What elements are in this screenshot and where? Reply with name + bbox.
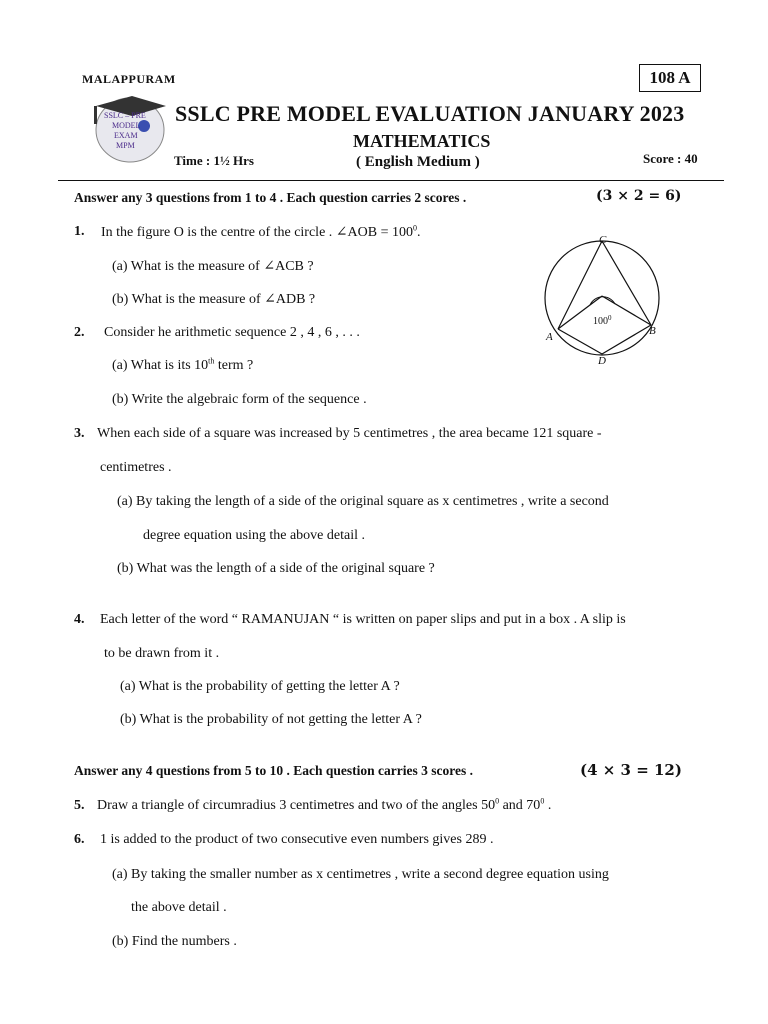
exam-logo — [92, 92, 168, 164]
logo-text-line-2: MODEL — [112, 121, 141, 130]
label-a: A — [546, 331, 553, 343]
label-b: B — [649, 325, 656, 337]
q4-line2: to be drawn from it . — [104, 646, 220, 661]
q2-part-b: (b) Write the algebraic form of the sequence . — [112, 392, 367, 407]
q6-number: 6. — [74, 832, 85, 847]
q3-number: 3. — [74, 426, 85, 441]
chord-cb — [602, 241, 651, 325]
section2-marks: (4 × 3 = 12) — [580, 761, 682, 779]
label-c: C — [599, 234, 607, 246]
section2-instruction: Answer any 4 questions from 5 to 10 . Each question carries 3 scores . — [74, 763, 473, 778]
q6-part-a-line1: (a) By taking the smaller number as x centimetres , write a second degree equation using — [112, 867, 609, 882]
q4-part-a: (a) What is the probability of getting the letter A ? — [120, 679, 400, 694]
q2-text: Consider he arithmetic sequence 2 , 4 , 6 , . . . — [104, 325, 360, 340]
logo-text-line-4: MPM — [116, 141, 135, 150]
q5-text: Draw a triangle of circumradius 3 centimetres and two of the angles $50^0$ and $70^0$ . — [97, 796, 552, 813]
paper-code-box: 108 A — [639, 64, 701, 92]
subject-title: MATHEMATICS — [353, 131, 491, 151]
medium-label: ( English Medium ) — [356, 154, 480, 170]
q6-part-a-line2: the above detail . — [131, 900, 227, 915]
q6-text: 1 is added to the product of two consecutive even numbers gives 289 . — [100, 832, 494, 847]
q1-part-b: (b) What is the measure of ∠ADB ? — [112, 292, 316, 307]
q4-line1: Each letter of the word “ RAMANUJAN “ is written on paper slips and put in a box . A slip is — [100, 612, 626, 627]
angle-label: $100^0$ — [593, 314, 612, 327]
q6-part-b: (b) Find the numbers . — [112, 934, 237, 949]
q2-part-a: (a) What is its 10th term ? — [112, 356, 254, 373]
section1-instruction: Answer any 3 questions from 1 to 4 . Each question carries 2 scores . — [74, 190, 467, 205]
q1-part-a: (a) What is the measure of ∠ACB ? — [112, 259, 314, 274]
circle-outline — [545, 241, 659, 355]
q1-number: 1. — [74, 224, 85, 239]
q3-line2: centimetres . — [100, 460, 172, 475]
q4-number: 4. — [74, 612, 85, 627]
q5-number: 5. — [74, 798, 85, 813]
circle-figure — [540, 228, 680, 368]
exam-title: SSLC PRE MODEL EVALUATION JANUARY 2023 — [175, 101, 685, 126]
q3-part-a-line1: (a) By taking the length of a side of the original square as x centimetres , write a second — [117, 494, 609, 509]
logo-text-line-1: SSLC – PRE — [104, 111, 146, 120]
label-d: D — [598, 355, 606, 367]
q2-number: 2. — [74, 325, 85, 340]
score-label: Score : 40 — [643, 151, 698, 166]
time-label: Time : 1½ Hrs — [174, 153, 254, 168]
logo-text-line-3: EXAM — [114, 131, 138, 140]
q3-line1: When each side of a square was increased by 5 centimetres , the area became 121 square - — [97, 426, 602, 441]
district-name: MALAPPURAM — [82, 72, 176, 86]
q3-part-b: (b) What was the length of a side of the original square ? — [117, 561, 435, 576]
q3-part-a-line2: degree equation using the above detail . — [143, 528, 365, 543]
q1-text: In the figure O is the centre of the circle . ∠AOB = $100^0$. — [101, 223, 421, 240]
q4-part-b: (b) What is the probability of not getting the letter A ? — [120, 712, 422, 727]
section1-marks: (3 × 2 = 6) — [596, 188, 682, 204]
header-divider — [58, 180, 724, 181]
